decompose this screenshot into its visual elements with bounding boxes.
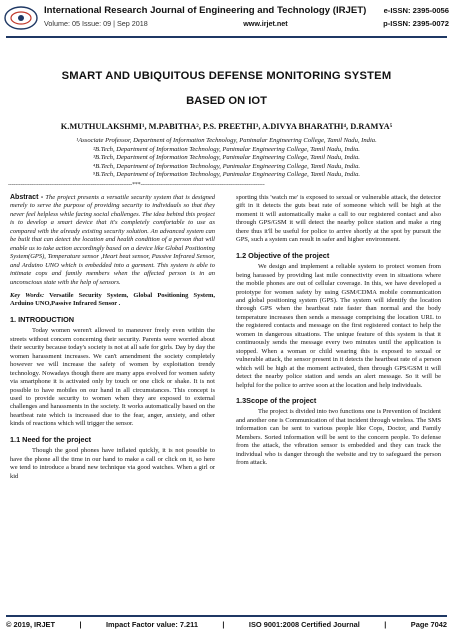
footer-sep-3: | (384, 620, 387, 629)
footer-divider (6, 615, 447, 617)
section-separator: ---------------------------------------------------------------------***--------------------------------------------------------------------- (8, 182, 265, 188)
paper-title-line1: SMART AND UBIQUITOUS DEFENSE MONITORING SYSTEM (61, 70, 392, 82)
section-heading-introduction: 1. INTRODUCTION (10, 314, 75, 324)
section-heading-objective: 1.2 Objective of the project (236, 250, 330, 260)
iso-certification: ISO 9001:2008 Certified Journal (248, 620, 360, 629)
journal-name: International Research Journal of Engineering and Technology (IRJET) (44, 5, 367, 16)
page-number: Page 7042 (410, 620, 447, 629)
section-heading-scope: 1.3Scope of the project (236, 395, 317, 405)
abstract (10, 194, 215, 287)
eissn: e-ISSN: 2395-0056 (383, 6, 449, 15)
need-text: Though the good phones have inflated quickly, it is not possible to have the phone all the time in our hand to make a call or click on it, so here we tend to introduce a brand new technique via good watches. When a girl or kid (10, 447, 215, 480)
keywords-text: Versatile Security System, Global Positioning System, Arduino UNO,Passive Infrared Sensor . (10, 291, 215, 308)
header-divider (6, 36, 447, 38)
affiliation-3: ³B.Tech, Department of Information Technology, Panimalar Engineering College, Tamil Nadu, India. (93, 154, 360, 162)
abstract-label: Abstract - (10, 194, 44, 201)
journal-footer (6, 620, 447, 629)
scope-text: The project is divided into two functions one is Prevention of Incident and another one is Communication of that incident through wireless. The SMS information can be sent to various people like Cops, Doctor, and Family Members. Sorted information will be sent to the concern people. To defense from the attack, the vibration sensor is embedded and they can track the individual who is danger through the website and try to safeguard the person from attack. (236, 408, 441, 467)
irjet-logo-icon (4, 5, 38, 31)
impact-factor: Impact Factor value: 7.211 (105, 620, 198, 629)
abstract-text: The project presents a versatile security system that is designed merely to serve the purpose of providing security to individuals so that they never feel helpless while facing social challenges. The idea behind this project is to develop a smart device that it's completely comfortable to use as compared with the already existing security solution. An advanced system can be built that can detect the location and health condition of a person that will enable us to take action accordingly based on a device like Global Positioning System(GPS), Temperature sensor ,Heart beat sensor, Passive Infrared Sensor, and Arduino UNO which is embedded into a garment. This system is able to intimate cops and family members when the affected person is in an unconscious state with the help of sensors. (10, 194, 215, 286)
affiliations (0, 137, 453, 180)
copyright: © 2019, IRJET (6, 620, 55, 629)
footer-sep-1: | (79, 620, 82, 629)
header-text (44, 5, 449, 28)
footer-sep-2: | (222, 620, 225, 629)
section-heading-need: 1.1 Need for the project (10, 434, 92, 444)
continued-text: sporting this 'watch me' is exposed to sexual or vulnerable attack, the detector gift in it detects the guts beat rate of someone which will be high at the moment it will automatically make a call to our registered contact and also through GPS/GSM it will detect the nearby police station and make a ring there thus it'll be useful for police to arrive shortly at the spot by pursuit the GPS, such a system can result in safer and higher environment. (236, 194, 441, 244)
left-column (10, 194, 215, 481)
right-column (236, 194, 441, 468)
objective-text: We design and implement a reliable system to protect women from being harassed by providing last mile connectivity even in situations where the mobile phones are out of cellular coverage. In this, we have developed a prototype for women safety by using GSM/CDMA mobile communication and global positioning system (GPS). The system will identify the location through GPS when the heartbeat rate faster than normal and the body temperature increases then sends a message comprising the location URL to the registered contacts and message on the first registered contact to help the women in dangerous situations. The unique feature of this system is that it continuously sends the message every two minutes until the application is stopped. When a woman or child wearing this is exposed to sexual or vulnerable attack, the sensor present in it detects the heartbeat rate of a person which will be high at the moment activated, then through GPS/GSM it will detect the nearby police station and sends an alert message. So it will be helpful for the police to arrive soon at the location and help individuals. (236, 263, 441, 389)
affiliation-5: ⁵B.Tech, Department of Information Technology, Panimalar Engineering College, Tamil Nadu, India. (92, 171, 361, 179)
introduction-text: Today women weren't allowed to maneuver freely even within the streets without concern concerning their security. Parents were worried about their security because today's society is not at all safe for girls. Day by day the women harassment increases. We can't amendment the society completely however we will increase the safety of women by exploitation trendy technology. Nowadays though there are many apps evolved for women safety via smartphone it is activated only by touch or one click or shake. It is not possible to have mobiles on our hand in all circumstances. This concept is used to provide security to women when they are exposed to external challenges and harassments in the society. It works automatically based on the heartbeat rate which is increased due to the fear, anger, anxiety, and other kinds of reactions which will trigger the sensor. (10, 327, 215, 428)
keywords (10, 292, 215, 309)
authors: K.MUTHULAKSHMI¹, M.PABITHA², P.S. PREETHI³, A.DIVYA BHARATHI⁴, D.RAMYA⁵ (60, 122, 393, 131)
affiliation-1: ¹Associate Professor, Department of Information Technology, Panimalar Engineering College, Tamil Nadu, India. (76, 137, 377, 144)
keywords-label: Key Words: (10, 291, 45, 299)
pissn: p-ISSN: 2395-0072 (383, 19, 449, 28)
journal-header (0, 0, 453, 36)
paper-title-line2: BASED ON IOT (186, 95, 267, 107)
website-link[interactable]: www.irjet.net (243, 19, 288, 28)
affiliation-2: ²B.Tech, Department of Information Technology, Panimalar Engineering College, Tamil Nadu, India. (93, 145, 360, 153)
volume-issue: Volume: 05 Issue: 09 | Sep 2018 (44, 19, 148, 28)
affiliation-4: ⁴B.Tech, Department of Information Technology, Panimalar Engineering College, Tamil Nadu, India. (92, 162, 361, 170)
